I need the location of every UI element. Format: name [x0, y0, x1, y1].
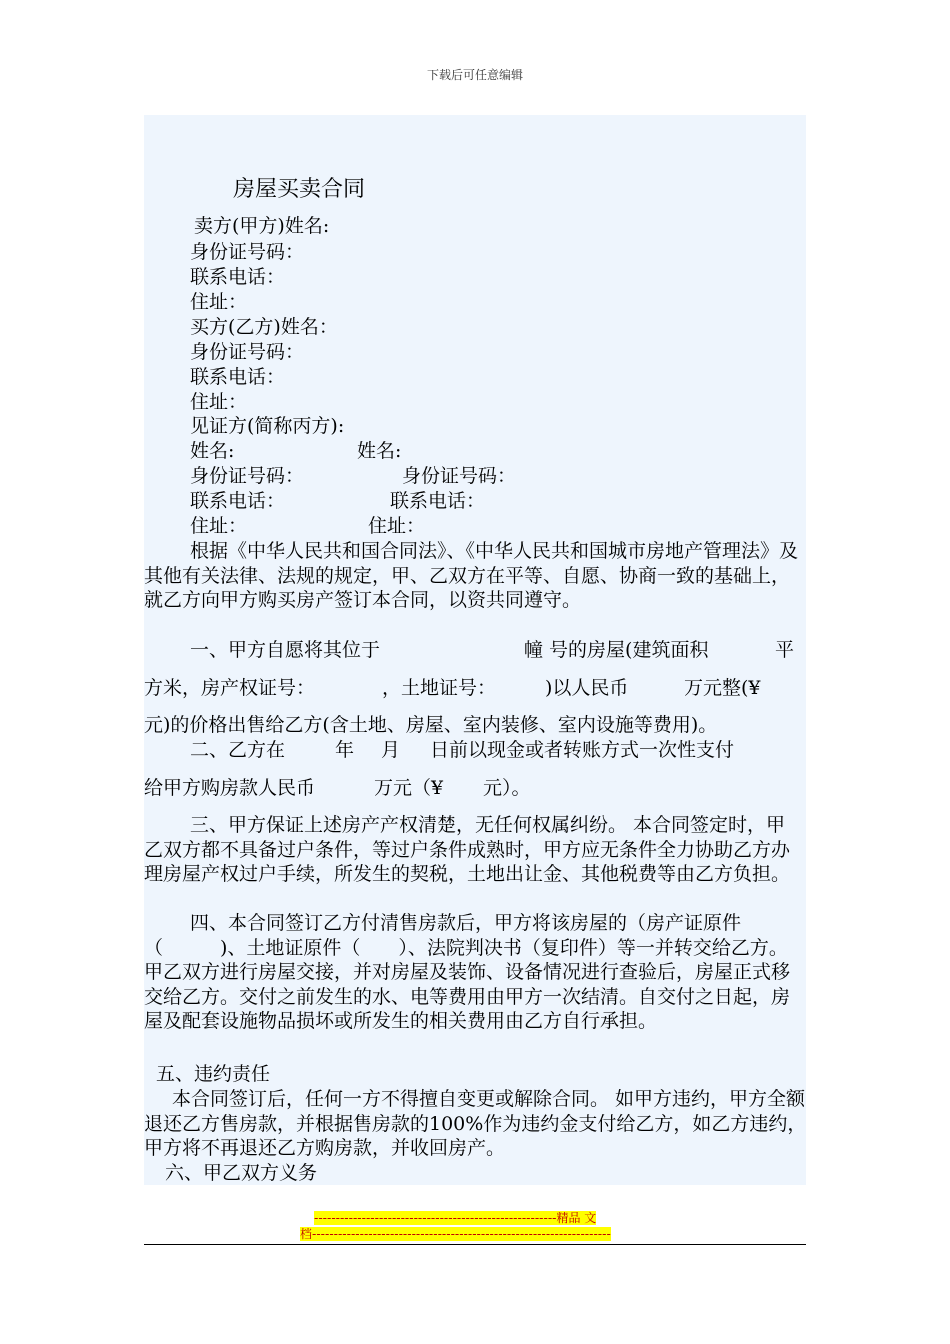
clause6-heading: 六、甲乙双方义务 — [165, 1162, 318, 1184]
buyer-address-label: 住址： — [190, 391, 248, 413]
clause1-line1-c: 平 — [775, 639, 795, 661]
clause2-line2-a: 给甲方购房款人民币 — [144, 777, 316, 799]
seller-phone-label: 联系电话： — [190, 266, 286, 288]
witness-phone-label-1: 联系电话： — [190, 490, 286, 512]
witness-heading: 见证方(简称丙方): — [190, 415, 345, 437]
clause1-line2-d: 万元整(¥ — [684, 677, 761, 699]
clause1-line1-a: 一、甲方自愿将其位于 — [190, 639, 381, 661]
clause3-paragraph: 三、甲方保证上述房产产权清楚，无任何权属纠纷。 本合同签定时，甲乙双方都不具备过户条件，等过户条件成熟时，甲方应无条件全力协助乙方办理房屋产权过户手续，所发生的契税，土地出让金、其他税费等由乙方负担。 — [144, 814, 791, 885]
seller-id-label: 身份证号码： — [190, 241, 305, 263]
witness-name-label-1: 姓名: — [190, 440, 235, 462]
buyer-name-label: 买方(乙方)姓名： — [190, 316, 338, 338]
buyer-id-label: 身份证号码： — [190, 341, 305, 363]
clause2-line1-d: 日前以现金或者转账方式一次性支付 — [430, 739, 735, 761]
clause1-line2-a: 方米，房产权证号： — [144, 677, 316, 699]
clause2-line1-a: 二、乙方在 — [190, 739, 286, 761]
clause5-heading: 五、违约责任 — [156, 1063, 271, 1085]
seller-address-label: 住址： — [190, 291, 248, 313]
footer-line-1: --------------------------------------------------------精品 文 — [314, 1211, 597, 1225]
clause2-line2-b: 万元（¥ — [374, 777, 444, 799]
witness-address-label-1: 住址： — [190, 515, 248, 537]
preamble-paragraph: 根据《中华人民共和国合同法》、《中华人民共和国城市房地产管理法》及其他有关法律、法规的规定，甲、乙双方在平等、自愿、协商一致的基础上，就乙方向甲方购买房产签订本合同，以资共同遵守。 — [144, 540, 799, 611]
footer-watermark — [300, 1210, 650, 1242]
clause2-line1-b: 年 — [335, 739, 355, 761]
witness-id-label-2: 身份证号码： — [402, 465, 517, 487]
header-note: 下载后可任意编辑 — [426, 68, 523, 82]
clause5-paragraph: 本合同签订后，任何一方不得擅自变更或解除合同。 如甲方违约，甲方全额退还乙方售房款，并根据售房款的100%作为违约金支付给乙方，如乙方违约，甲方将不再退还乙方购房款，并收回房产。 — [144, 1088, 807, 1159]
contract-title: 房屋买卖合同 — [233, 177, 366, 202]
buyer-phone-label: 联系电话： — [190, 366, 286, 388]
clause1-line3: 元)的价格出售给乙方(含土地、房屋、室内装修、室内设施等费用)。 — [144, 714, 718, 736]
clause2-line2-c: 元）。 — [483, 777, 531, 799]
footer-line-2: 档--------------------------------------------------------------------- — [300, 1227, 611, 1241]
witness-name-label-2: 姓名: — [357, 440, 402, 462]
clause1-line2-b: ，土地证号： — [382, 677, 497, 699]
witness-phone-label-2: 联系电话： — [390, 490, 486, 512]
clause2-line1-c: 月 — [381, 739, 401, 761]
clause1-line2-c: )以人民币 — [545, 677, 629, 699]
clause1-line1-b: 幢 号的房屋(建筑面积 — [524, 639, 709, 661]
witness-address-label-2: 住址： — [368, 515, 426, 537]
seller-name-label: 卖方(甲方)姓名: — [194, 215, 330, 237]
footer-divider — [144, 1244, 806, 1245]
clause4-paragraph: 四、本合同签订乙方付清售房款后，甲方将该房屋的（房产证原件（ )、土地证原件（ ）、法院判决书（复印件）等一并转交给乙方。甲乙双方进行房屋交接，并对房屋及装饰、设备情况进行查验后，房屋正式移交给乙方。交付之前发生的水、电等费用由甲方一次结清。自交付之日起，房屋及配套设施物品损坏或所发生的相关费用由乙方自行承担。 — [144, 912, 791, 1032]
witness-id-label-1: 身份证号码： — [190, 465, 305, 487]
